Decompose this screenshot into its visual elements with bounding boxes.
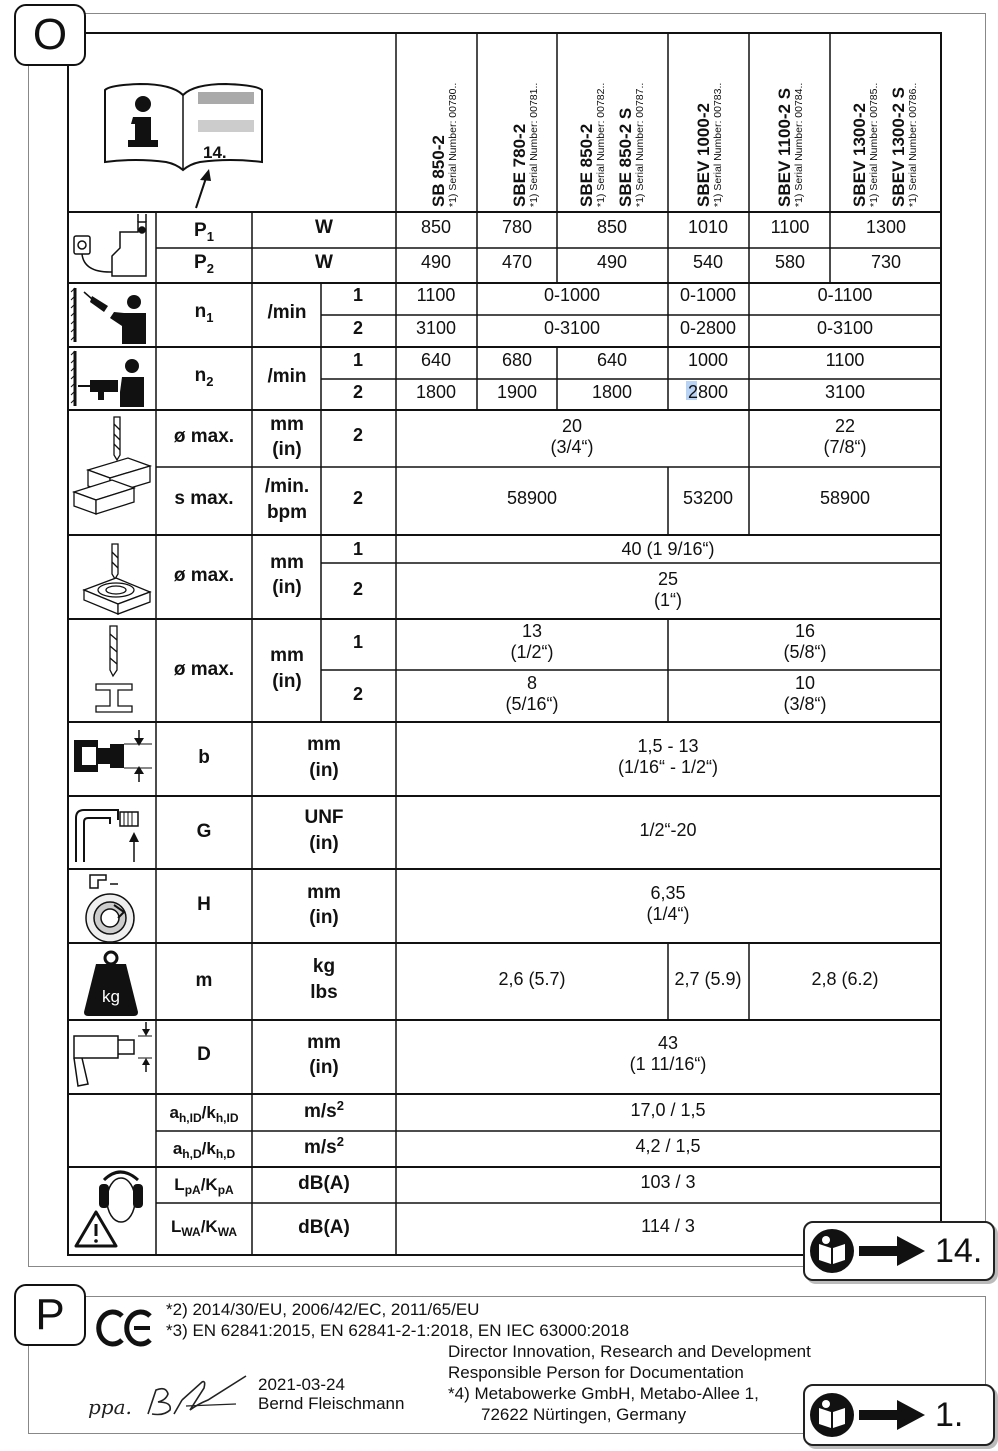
- table-cell: (1 11/16“): [629, 1054, 707, 1074]
- table-cell: (5/8“): [783, 642, 827, 662]
- model-serial: *1) Serial Number: 00783..: [712, 82, 724, 207]
- g-label: G: [196, 821, 212, 842]
- table-cell: 10: [794, 673, 816, 693]
- gear-number: 2: [352, 488, 364, 508]
- table-cell: 1800: [415, 382, 457, 402]
- unit-line2: (in): [309, 1057, 339, 1078]
- n1-label: $n_1$: [194, 301, 214, 325]
- weight-kg-icon: [84, 952, 138, 1016]
- table-cell: 490: [420, 252, 452, 272]
- table-cell: 850: [420, 217, 452, 237]
- table-cell: 680: [501, 350, 533, 370]
- n2-unit: /min: [267, 366, 307, 387]
- model-name: SBE 850-2 S: [616, 107, 635, 207]
- gear-number: 2: [352, 425, 364, 445]
- table-cell: 58900: [506, 488, 558, 508]
- table-cell: 1010: [687, 217, 729, 237]
- table-cell: 1100: [825, 350, 865, 370]
- weight-icon-label: kg: [102, 987, 120, 1006]
- read-manual-icon: [805, 1390, 859, 1440]
- unit-line2: lbs: [310, 982, 338, 1003]
- lwa-label: $L_{WA}/K_{WA}$: [170, 1217, 238, 1239]
- b-label: b: [198, 747, 210, 768]
- gear-number: 2: [352, 684, 364, 704]
- table-cell: 40 (1 9/16“): [621, 539, 715, 559]
- table-cell: 1000: [687, 350, 729, 370]
- p1-unit: W: [315, 217, 333, 238]
- table-cell: 6,35: [650, 883, 686, 903]
- handwritten-signature: [86, 1370, 256, 1426]
- gear-number: 1: [352, 539, 364, 559]
- table-cell: 20: [561, 416, 583, 436]
- steel-diameter-label: ø max.: [173, 659, 235, 680]
- table-cell: 58900: [819, 488, 871, 508]
- table-cell: 114 / 3: [641, 1216, 695, 1236]
- table-cell: 0-1000: [679, 285, 737, 305]
- model-serial: *1) Serial Number: 00784..: [793, 82, 805, 207]
- table-cell: 43: [657, 1033, 679, 1053]
- signature-prefix: ppa.: [88, 1395, 132, 1419]
- unit-line1: mm: [270, 414, 304, 435]
- model-serial: *1) Serial Number: 00782..: [595, 82, 607, 207]
- table-cell: (3/8“): [783, 694, 827, 714]
- table-cell: (1“): [654, 590, 682, 610]
- model-name: SBEV 1300-2: [850, 103, 869, 207]
- table-cell: 1900: [496, 382, 538, 402]
- ahid-label: $a_{h,ID}/k_{h,ID}$: [169, 1103, 239, 1125]
- impact-rate-label: s max.: [174, 488, 234, 509]
- concrete-drill-bricks-icon: [74, 417, 150, 514]
- unit-line2: (in): [309, 760, 339, 781]
- n1-unit: /min: [267, 302, 307, 323]
- chuck-clamping-range-icon: [74, 730, 152, 782]
- p2-label: $P_2$: [194, 252, 214, 276]
- company-address-1: *4) Metabowerke GmbH, Metabo-Allee 1,: [448, 1384, 759, 1403]
- gear-number: 1: [352, 350, 364, 370]
- drill-collar-diameter-icon: [74, 1022, 152, 1086]
- lpa-unit: dB(A): [298, 1173, 350, 1194]
- table-cell: 1100: [416, 285, 456, 305]
- model-name: SBEV 1300-2 S: [889, 86, 908, 207]
- model-name: SBEV 1000-2: [694, 103, 713, 207]
- table-cell: 580: [774, 252, 806, 272]
- table-cell: 1300: [865, 217, 907, 237]
- n2-label: $n_2$: [194, 365, 214, 389]
- section-label-p: P: [14, 1284, 86, 1346]
- table-cell: 22: [834, 416, 856, 436]
- model-serial: *1) Serial Number: 00786..: [907, 82, 919, 207]
- p1-label: $P_1$: [194, 220, 214, 244]
- table-cell: 730: [870, 252, 902, 272]
- table-cell: 1/2“-20: [639, 820, 697, 840]
- wall-drilling-horizontal-icon: [71, 351, 144, 407]
- directives-line: *2) 2014/30/EU, 2006/42/EC, 2011/65/EU: [166, 1300, 480, 1319]
- arrow-right-icon: [859, 1236, 929, 1266]
- model-name: SBEV 1100-2 S: [775, 87, 794, 207]
- table-cell: 1,5 - 13: [637, 736, 699, 756]
- see-page-reference[interactable]: [803, 1384, 995, 1446]
- gear-number: 1: [352, 285, 364, 305]
- table-cell: (3/4“): [550, 437, 594, 457]
- unit-line1: mm: [307, 734, 341, 755]
- reference-page: 14.: [935, 1231, 983, 1270]
- section-label-o: O: [14, 4, 86, 66]
- unit-line1: mm: [307, 1032, 341, 1053]
- gear-number: 1: [352, 632, 364, 652]
- table-cell: 2800: [687, 382, 729, 402]
- d-label: D: [197, 1044, 211, 1065]
- signer-role-2: Responsible Person for Documentation: [448, 1363, 744, 1382]
- lpa-label: $L_{pA}/K_{pA}$: [174, 1175, 234, 1197]
- unit-line1: mm: [270, 552, 304, 573]
- unit-line1: mm: [307, 882, 341, 903]
- declaration-date: 2021-03-24: [258, 1375, 345, 1394]
- table-cell: (1/16“ - 1/2“): [617, 757, 719, 777]
- model-name: SB 850-2: [429, 135, 448, 207]
- ahd-unit: $m/s^2$: [304, 1134, 344, 1158]
- table-cell: (5/16“): [505, 694, 559, 714]
- table-cell: 2,8 (6.2): [811, 969, 879, 989]
- table-cell: 1100: [770, 217, 810, 237]
- signer-role-1: Director Innovation, Research and Development: [448, 1342, 811, 1361]
- table-cell: 16: [794, 621, 816, 641]
- screwdriver-bit-holder-icon: [86, 875, 134, 942]
- model-serial: *1) Serial Number: 00785..: [868, 82, 880, 207]
- emission-labels: [169, 1103, 238, 1239]
- table-values: [416, 217, 906, 1236]
- table-cell: 640: [420, 350, 452, 370]
- model-name: SBE 850-2: [577, 123, 596, 207]
- spindle-thread-icon: [76, 810, 139, 862]
- unit-line2: bpm: [266, 502, 308, 523]
- wood-diameter-label: ø max.: [173, 565, 235, 586]
- model-serial: *1) Serial Number: 00781..: [528, 82, 540, 207]
- table-cell: (1/2“): [510, 642, 554, 662]
- table-cell: 3100: [415, 318, 457, 338]
- unit-line2: (in): [309, 907, 339, 928]
- table-cell: 2,6 (5.7): [498, 969, 566, 989]
- lwa-unit: dB(A): [298, 1217, 350, 1238]
- power-plug-icon: [74, 214, 146, 276]
- ear-protection-warning-icon: [76, 1172, 143, 1246]
- table-cell: (1/4“): [646, 904, 690, 924]
- reference-page: 1.: [935, 1395, 964, 1434]
- table-cell: 640: [596, 350, 628, 370]
- unit-line2: (in): [309, 833, 339, 854]
- p2-unit: W: [315, 252, 333, 273]
- table-cell: 0-1000: [543, 285, 601, 305]
- table-cell: 103 / 3: [640, 1172, 696, 1192]
- table-cell: 13: [521, 621, 543, 641]
- arrow-right-icon: [859, 1400, 929, 1430]
- unit-line1: mm: [270, 645, 304, 666]
- table-cell: 53200: [682, 488, 734, 508]
- table-cell: 8: [526, 673, 538, 693]
- gear-number: 2: [352, 579, 364, 599]
- units: [265, 217, 350, 1238]
- model-headers: [429, 83, 919, 207]
- table-cell: 2,7 (5.9): [674, 969, 742, 989]
- gear-number: 2: [352, 382, 364, 402]
- h-label: H: [197, 894, 211, 915]
- unit-line1: kg: [312, 956, 336, 977]
- table-cell: 25: [657, 569, 679, 589]
- gear-number: 2: [352, 318, 364, 338]
- ce-mark-icon: [99, 1312, 150, 1344]
- table-cell: 780: [501, 217, 533, 237]
- model-serial: *1) Serial Number: 00780..: [447, 82, 459, 207]
- wall-drilling-person-icon: [71, 288, 146, 344]
- table-cell: 4,2 / 1,5: [635, 1136, 701, 1156]
- table-cell: 0-2800: [679, 318, 737, 338]
- model-serial: *1) Serial Number: 00787..: [634, 82, 646, 207]
- table-cell: (7/8“): [823, 437, 867, 457]
- concrete-diameter-label: ø max.: [173, 426, 235, 447]
- ahd-label: $a_{h,D}/k_{h,D}$: [172, 1139, 236, 1161]
- unit-line2: (in): [272, 671, 302, 692]
- ahid-unit: $m/s^2$: [304, 1098, 344, 1122]
- standards-line: *3) EN 62841:2015, EN 62841-2-1:2018, EN IEC 63000:2018: [166, 1321, 630, 1340]
- read-manual-icon: [805, 1226, 859, 1276]
- unit-line1: /min.: [264, 476, 310, 497]
- table-cell: 540: [692, 252, 724, 272]
- wood-drilling-icon: [84, 544, 150, 614]
- table-cell: 1800: [591, 382, 633, 402]
- table-cell: 850: [596, 217, 628, 237]
- model-name: SBE 780-2: [510, 123, 529, 207]
- unit-line2: (in): [272, 577, 302, 598]
- unit-line1: UNF: [304, 807, 344, 828]
- unit-line2: (in): [272, 439, 302, 460]
- table-cell: 0-3100: [816, 318, 874, 338]
- read-manual-book-icon: [105, 84, 262, 208]
- table-cell: 490: [596, 252, 628, 272]
- table-cell: 0-3100: [543, 318, 601, 338]
- company-address-2: 72622 Nürtingen, Germany: [481, 1405, 687, 1424]
- see-page-reference[interactable]: [803, 1221, 995, 1281]
- table-cell: 17,0 / 1,5: [630, 1100, 706, 1120]
- signer-name: Bernd Fleischmann: [258, 1394, 405, 1413]
- table-cell: 0-1100: [817, 285, 873, 305]
- manual-page-number: 14.: [203, 143, 227, 162]
- steel-drilling-icon: [96, 626, 132, 712]
- table-cell: 3100: [824, 382, 866, 402]
- table-cell: 470: [501, 252, 533, 272]
- m-label: m: [195, 970, 213, 991]
